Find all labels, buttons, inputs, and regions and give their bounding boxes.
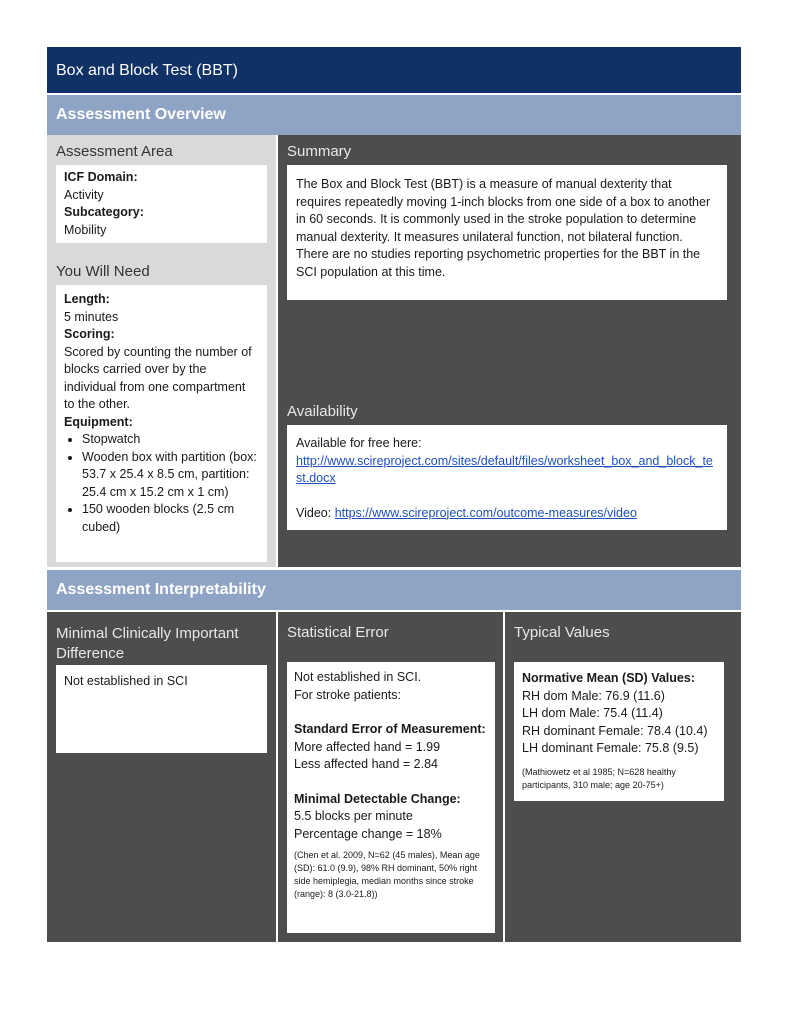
section-heading-interpretability: Assessment Interpretability: [47, 570, 741, 610]
equipment-label: Equipment:: [64, 414, 133, 429]
statistical-error-citation: (Chen et al. 2009, N=62 (45 males), Mean age (SD): 61.0 (9.9), 98% RH dominant, 50% right side hemiplegia, median months since stroke (range): 8 (3.0-21.8)): [294, 850, 480, 899]
subcategory-value: Mobility: [64, 222, 107, 237]
typical-values-citation: (Mathiowetz et al 1985; N=628 healthy participants, 310 male; age 20-75+): [522, 766, 676, 790]
subcategory-label: Subcategory:: [64, 205, 144, 219]
length-value: 5 minutes: [64, 309, 119, 324]
normative-value: LH dominant Female: 75.8 (9.5): [522, 741, 699, 755]
worksheet-link[interactable]: http://www.scireproject.com/sites/default/files/worksheet_box_and_block_test.docx: [296, 453, 713, 485]
typical-values-card: [514, 662, 724, 801]
mcid-heading: Minimal Clinically Important Difference: [56, 625, 239, 662]
equipment-item: • 150 wooden blocks (2.5 cm cubed): [82, 501, 259, 536]
mdc-label: Minimal Detectable Change:: [294, 791, 461, 806]
statistical-error-card: [287, 662, 495, 933]
you-will-need-heading: You Will Need: [56, 263, 150, 280]
sci-status: Not established in SCI.: [294, 670, 422, 684]
page-title: Box and Block Test (BBT): [47, 47, 741, 93]
icf-label: ICF Domain:: [64, 170, 138, 184]
normative-value: LH dom Male: 75.4 (11.4): [522, 706, 663, 720]
length-label: Length:: [64, 292, 110, 306]
mdc-blocks: 5.5 blocks per minute: [294, 809, 413, 823]
scoring-value: Scored by counting the number of blocks carried over by the individual from one compartment to the other.: [64, 344, 252, 411]
section-heading-overview: Assessment Overview: [47, 95, 741, 135]
assessment-area-heading: Assessment Area: [56, 143, 173, 160]
stroke-label: For stroke patients:: [294, 687, 401, 702]
assessment-area-card: [56, 165, 267, 243]
equipment-list: [64, 431, 259, 536]
video-line: [296, 505, 718, 523]
summary-card: [287, 165, 727, 300]
availability-text: Available for free here:: [296, 436, 422, 450]
scoring-label: Scoring:: [64, 327, 115, 341]
normative-value: RH dom Male: 76.9 (11.6): [522, 688, 665, 703]
sem-more: More affected hand = 1.99: [294, 739, 441, 754]
availability-heading: Availability: [287, 403, 358, 420]
typical-values-heading: Typical Values: [514, 624, 610, 641]
you-will-need-card: [56, 285, 267, 562]
equipment-item: • Stopwatch: [82, 431, 259, 449]
mcid-card: [56, 665, 267, 753]
normative-label: Normative Mean (SD) Values:: [522, 671, 695, 685]
video-link[interactable]: https://www.scireproject.com/outcome-measures/video: [334, 505, 637, 520]
sem-less: Less affected hand = 2.84: [294, 757, 438, 771]
mcid-text: Not established in SCI: [64, 674, 188, 688]
summary-heading: Summary: [287, 143, 352, 160]
mdc-percent: Percentage change = 18%: [294, 826, 442, 841]
availability-card: [287, 425, 727, 530]
summary-text: The Box and Block Test (BBT) is a measure of manual dexterity that requires repeatedly moving 1-inch blocks from one side of a box to another in 60 seconds. It is commonly used in the stroke population to determine manual dexterity. It measures unilateral function, not bilateral function. There are no studies reporting psychometric properties for the BBT in the SCI population at this time.: [296, 177, 711, 279]
equipment-item: • Wooden box with partition (box: 53.7 x 25.4 x 8.5 cm, partition: 25.4 cm x 15.2 cm x 1 cm): [82, 449, 259, 502]
statistical-error-heading: Statistical Error: [287, 624, 389, 641]
sem-label: Standard Error of Measurement:: [294, 722, 486, 736]
video-label: Video:: [296, 505, 332, 520]
icf-value: Activity: [64, 187, 104, 202]
normative-value: RH dominant Female: 78.4 (10.4): [522, 723, 708, 738]
